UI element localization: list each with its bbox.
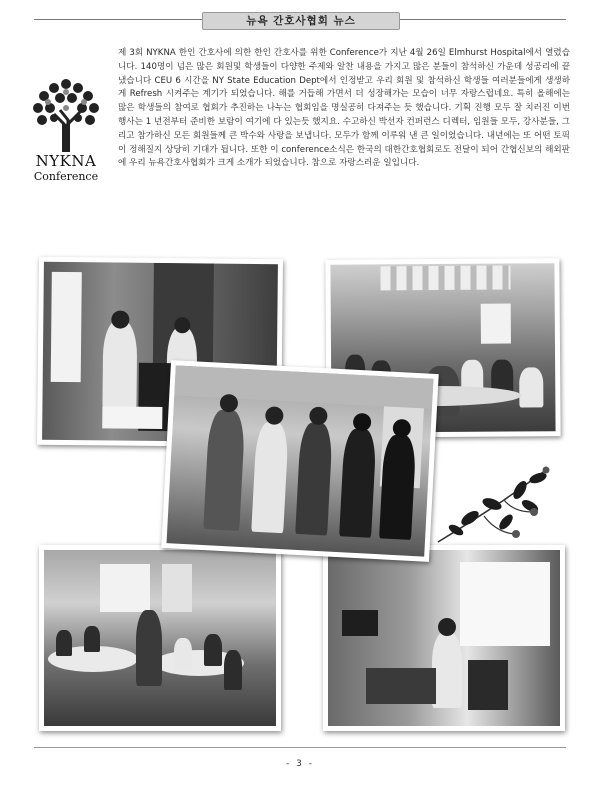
photo-tables <box>39 545 281 731</box>
logo-subtitle: Conference <box>33 170 99 183</box>
logo-name: NYKNA <box>35 152 97 170</box>
photo-group <box>161 360 438 562</box>
flower-branch-icon <box>434 460 554 548</box>
section-title: 뉴욕 간호사협회 뉴스 <box>202 12 400 30</box>
tree-icon <box>24 74 108 154</box>
page-number: - 3 - <box>286 759 314 769</box>
footer-rule <box>34 747 566 748</box>
photo-presenter <box>323 545 565 731</box>
article-body: 제 3회 NYKNA 한인 간호사에 의한 한인 간호사를 위한 Conference가 지난 4월 26일 Elmhurst Hospital에서 열렸습니다. 140명이 넘은 많은 회원및 학생들이 다양한 주제와 알찬 내용을 가지고 많은 분들이 참석하신 가운데 성공리에 끝냈습니다 CEU 6 시간을 NY State Education Dept에서 인정받고 우리 회원 및 참석하신 학생들 여러분들에게 생생하게 Refresh 시켜주는 계기가 되었습니다. 해를 거듭해 가면서 더 성장해가는 모습이 너무 자랑스럽네요. 특히 올해에는 많은 학생들의 참여로 협회가 추진하는 나누는 협회임을 명실공히 다져주는 듯 했습니다. 기획 진행 모두 잘 치러진 이번 행사는 1 년전부터 준비한 보람이 여기에 다 있는듯 했지요. 수고하신 박선자 컨퍼런스 디렉터, 임원들 모두, 강사분들, 그리고 참가하신 모든 회원들께 큰 박수와 사랑을 보냅니다. 모두가 함께 이루워 낸 큰 일이었습니다. 내년에는 또 어떤 토픽이 정해질지 상당히 기대가 됩니다. 또한 이 conference소식은 한국의 대한간호협회로도 전달이 되어 간협신보의 해외판에 우리 뉴욕간호사협회가 크게 소개가 되었습니다. 참으로 자랑스러운 일입니다. <box>118 48 570 169</box>
nykna-logo <box>24 74 108 194</box>
